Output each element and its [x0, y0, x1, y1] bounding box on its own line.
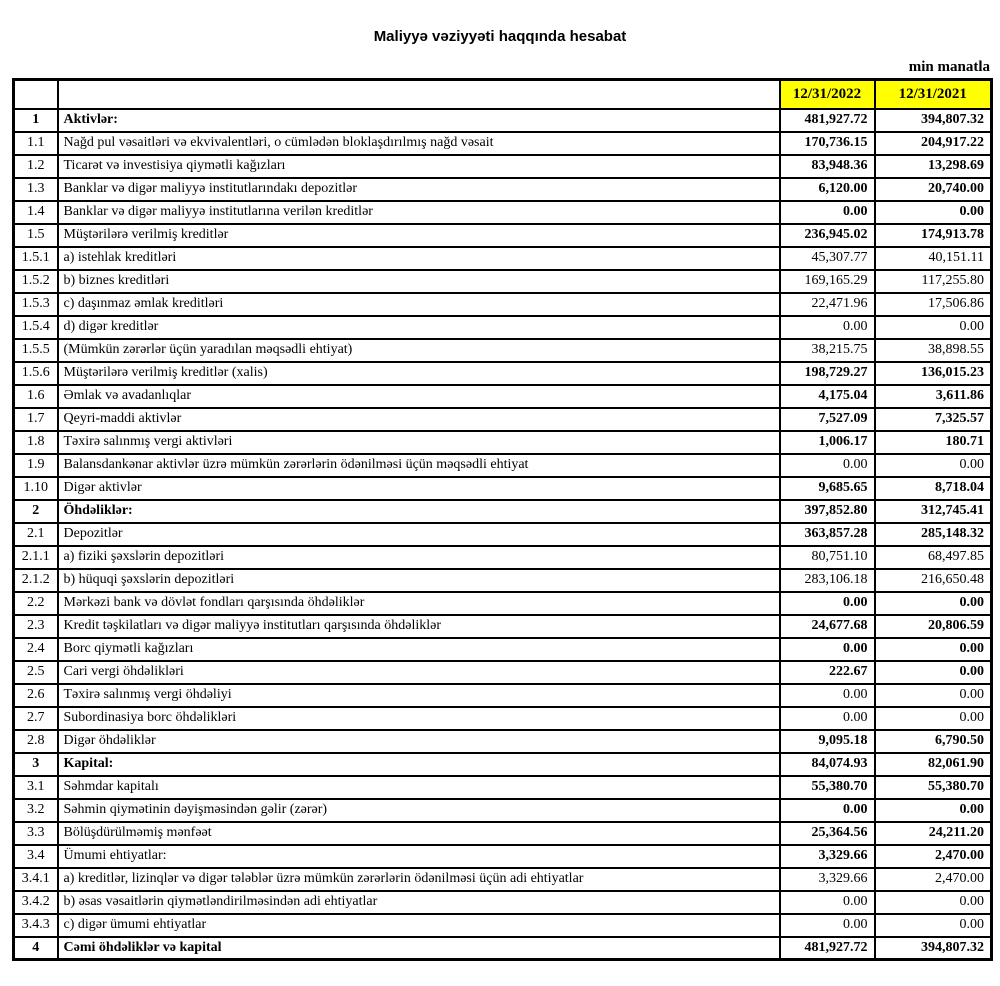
value-2022: 1,006.17 [780, 431, 875, 454]
row-number: 1.6 [14, 385, 58, 408]
table-row [14, 868, 992, 891]
row-number: 2.7 [14, 707, 58, 730]
row-label: Balansdankənar aktivlər üzrə mümkün zərərlərin ödənilməsi üçün məqsədli ehtiyat [58, 454, 780, 477]
value-2021: 17,506.86 [875, 293, 992, 316]
value-2021: 0.00 [875, 201, 992, 224]
value-2022: 0.00 [780, 684, 875, 707]
row-label: Digər öhdəliklər [58, 730, 780, 753]
value-2021: 2,470.00 [875, 845, 992, 868]
value-2021: 3,611.86 [875, 385, 992, 408]
row-number: 2.5 [14, 661, 58, 684]
table-row [14, 799, 992, 822]
value-2021: 136,015.23 [875, 362, 992, 385]
table-row [14, 615, 992, 638]
row-label: b) əsas vəsaitlərin qiymətləndirilməsindən adi ehtiyatlar [58, 891, 780, 914]
value-2022: 9,095.18 [780, 730, 875, 753]
row-number: 1.1 [14, 132, 58, 155]
value-2021: 20,740.00 [875, 178, 992, 201]
value-2021: 117,255.80 [875, 270, 992, 293]
row-number: 1.5.5 [14, 339, 58, 362]
row-label: Ümumi ehtiyatlar: [58, 845, 780, 868]
row-number: 1.5.6 [14, 362, 58, 385]
table-row [14, 707, 992, 730]
table-row [14, 155, 992, 178]
table-header-row [14, 80, 992, 109]
value-2022: 45,307.77 [780, 247, 875, 270]
table-row [14, 891, 992, 914]
row-label: Subordinasiya borc öhdəlikləri [58, 707, 780, 730]
value-2021: 0.00 [875, 661, 992, 684]
row-label: Borc qiymətli kağızları [58, 638, 780, 661]
value-2021: 24,211.20 [875, 822, 992, 845]
header-number-cell [14, 80, 58, 109]
row-label: Müştərilərə verilmiş kreditlər (xalis) [58, 362, 780, 385]
row-number: 2.8 [14, 730, 58, 753]
value-2021: 180.71 [875, 431, 992, 454]
table-row [14, 178, 992, 201]
row-number: 1.8 [14, 431, 58, 454]
row-number: 1.7 [14, 408, 58, 431]
table-row [14, 638, 992, 661]
value-2022: 222.67 [780, 661, 875, 684]
table-row [14, 845, 992, 868]
table-row [14, 477, 992, 500]
financial-position-table [12, 78, 993, 961]
row-label: Kredit təşkilatları və digər maliyyə institutları qarşısında öhdəliklər [58, 615, 780, 638]
value-2021: 20,806.59 [875, 615, 992, 638]
row-label: a) kreditlər, lizinqlər və digər tələblər üzrə mümkün zərərlərin ödənilməsi üçün adi ehtiyatlar [58, 868, 780, 891]
row-number: 3.4 [14, 845, 58, 868]
value-2021: 0.00 [875, 799, 992, 822]
table-row [14, 431, 992, 454]
table-row [14, 247, 992, 270]
row-label: d) digər kreditlər [58, 316, 780, 339]
value-2022: 0.00 [780, 592, 875, 615]
row-number: 1.5 [14, 224, 58, 247]
value-2021: 174,913.78 [875, 224, 992, 247]
table-row [14, 270, 992, 293]
row-label: Əmlak və avadanlıqlar [58, 385, 780, 408]
value-2021: 7,325.57 [875, 408, 992, 431]
row-number: 2.1.1 [14, 546, 58, 569]
row-number: 2.3 [14, 615, 58, 638]
row-label: (Mümkün zərərlər üçün yaradılan məqsədli ehtiyat) [58, 339, 780, 362]
row-number: 2.2 [14, 592, 58, 615]
row-number: 2.1 [14, 523, 58, 546]
value-2022: 0.00 [780, 454, 875, 477]
table-row [14, 454, 992, 477]
table-row [14, 500, 992, 523]
row-label: Kapital: [58, 753, 780, 776]
value-2022: 80,751.10 [780, 546, 875, 569]
row-label: Mərkəzi bank və dövlət fondları qarşısında öhdəliklər [58, 592, 780, 615]
row-number: 1.5.3 [14, 293, 58, 316]
value-2021: 216,650.48 [875, 569, 992, 592]
table-row [14, 592, 992, 615]
row-label: a) istehlak kreditləri [58, 247, 780, 270]
table-row [14, 914, 992, 937]
row-label: Bölüşdürülməmiş mənfəət [58, 822, 780, 845]
value-2021: 55,380.70 [875, 776, 992, 799]
header-year-2022: 12/31/2022 [780, 80, 875, 109]
row-number: 3.4.2 [14, 891, 58, 914]
row-label: Təxirə salınmış vergi aktivləri [58, 431, 780, 454]
value-2021: 0.00 [875, 316, 992, 339]
table-row [14, 362, 992, 385]
row-label: Öhdəliklər: [58, 500, 780, 523]
table-row [14, 201, 992, 224]
value-2022: 0.00 [780, 914, 875, 937]
row-number: 1 [14, 109, 58, 132]
value-2022: 481,927.72 [780, 109, 875, 132]
row-number: 3.4.1 [14, 868, 58, 891]
value-2022: 4,175.04 [780, 385, 875, 408]
table-row [14, 730, 992, 753]
value-2022: 481,927.72 [780, 937, 875, 960]
value-2021: 0.00 [875, 684, 992, 707]
row-number: 1.5.4 [14, 316, 58, 339]
unit-note: min manatla [908, 59, 990, 75]
table-row [14, 546, 992, 569]
value-2022: 0.00 [780, 316, 875, 339]
row-number: 3.4.3 [14, 914, 58, 937]
row-label: b) hüquqi şəxslərin depozitləri [58, 569, 780, 592]
table-row [14, 109, 992, 132]
table-row [14, 569, 992, 592]
row-number: 4 [14, 937, 58, 960]
value-2022: 198,729.27 [780, 362, 875, 385]
header-label-cell [58, 80, 780, 109]
value-2022: 7,527.09 [780, 408, 875, 431]
value-2022: 25,364.56 [780, 822, 875, 845]
row-number: 1.3 [14, 178, 58, 201]
value-2022: 0.00 [780, 638, 875, 661]
value-2021: 82,061.90 [875, 753, 992, 776]
row-label: a) fiziki şəxslərin depozitləri [58, 546, 780, 569]
value-2021: 13,298.69 [875, 155, 992, 178]
row-number: 1.2 [14, 155, 58, 178]
value-2022: 6,120.00 [780, 178, 875, 201]
value-2021: 0.00 [875, 592, 992, 615]
value-2021: 0.00 [875, 638, 992, 661]
row-label: Banklar və digər maliyyə institutlarına verilən kreditlər [58, 201, 780, 224]
value-2022: 24,677.68 [780, 615, 875, 638]
value-2022: 363,857.28 [780, 523, 875, 546]
table-row [14, 776, 992, 799]
value-2022: 3,329.66 [780, 868, 875, 891]
value-2021: 6,790.50 [875, 730, 992, 753]
row-label: Ticarət və investisiya qiymətli kağızları [58, 155, 780, 178]
value-2021: 40,151.11 [875, 247, 992, 270]
value-2021: 285,148.32 [875, 523, 992, 546]
row-number: 2.4 [14, 638, 58, 661]
value-2022: 84,074.93 [780, 753, 875, 776]
row-label: Səhmdar kapitalı [58, 776, 780, 799]
value-2022: 169,165.29 [780, 270, 875, 293]
page-title: Maliyyə vəziyyəti haqqında hesabat [373, 28, 627, 45]
value-2022: 55,380.70 [780, 776, 875, 799]
row-label: c) daşınmaz əmlak kreditləri [58, 293, 780, 316]
header-year-2021: 12/31/2021 [875, 80, 992, 109]
row-label: Depozitlər [58, 523, 780, 546]
table-row [14, 408, 992, 431]
value-2021: 0.00 [875, 707, 992, 730]
row-label: Müştərilərə verilmiş kreditlər [58, 224, 780, 247]
value-2021: 68,497.85 [875, 546, 992, 569]
table-row [14, 661, 992, 684]
row-label: Cari vergi öhdəlikləri [58, 661, 780, 684]
table-row [14, 822, 992, 845]
row-number: 1.10 [14, 477, 58, 500]
value-2021: 204,917.22 [875, 132, 992, 155]
value-2021: 0.00 [875, 914, 992, 937]
row-number: 3.2 [14, 799, 58, 822]
value-2021: 394,807.32 [875, 937, 992, 960]
value-2022: 0.00 [780, 201, 875, 224]
value-2021: 38,898.55 [875, 339, 992, 362]
row-number: 3 [14, 753, 58, 776]
value-2021: 0.00 [875, 454, 992, 477]
row-label: Təxirə salınmış vergi öhdəliyi [58, 684, 780, 707]
row-label: Nağd pul vəsaitləri və ekvivalentləri, o cümlədən bloklaşdırılmış nağd vəsait [58, 132, 780, 155]
value-2022: 9,685.65 [780, 477, 875, 500]
value-2021: 0.00 [875, 891, 992, 914]
row-label: c) digər ümumi ehtiyatlar [58, 914, 780, 937]
table-body [14, 80, 992, 960]
table-row [14, 316, 992, 339]
table-row [14, 684, 992, 707]
table-row [14, 523, 992, 546]
row-number: 1.4 [14, 201, 58, 224]
row-label: Səhmin qiymətinin dəyişməsindən gəlir (zərər) [58, 799, 780, 822]
table-row [14, 937, 992, 960]
value-2022: 22,471.96 [780, 293, 875, 316]
row-number: 2.1.2 [14, 569, 58, 592]
row-number: 1.5.2 [14, 270, 58, 293]
value-2022: 3,329.66 [780, 845, 875, 868]
value-2022: 0.00 [780, 891, 875, 914]
row-number: 2.6 [14, 684, 58, 707]
value-2021: 312,745.41 [875, 500, 992, 523]
table-row [14, 385, 992, 408]
row-label: Banklar və digər maliyyə institutlarındakı depozitlər [58, 178, 780, 201]
row-label: Digər aktivlər [58, 477, 780, 500]
table-row [14, 224, 992, 247]
row-number: 1.9 [14, 454, 58, 477]
value-2021: 394,807.32 [875, 109, 992, 132]
row-number: 3.3 [14, 822, 58, 845]
row-label: Qeyri-maddi aktivlər [58, 408, 780, 431]
table-row [14, 339, 992, 362]
value-2022: 236,945.02 [780, 224, 875, 247]
row-number: 1.5.1 [14, 247, 58, 270]
table-row [14, 293, 992, 316]
value-2022: 283,106.18 [780, 569, 875, 592]
value-2022: 0.00 [780, 799, 875, 822]
row-label: Cəmi öhdəliklər və kapital [58, 937, 780, 960]
value-2022: 0.00 [780, 707, 875, 730]
row-number: 3.1 [14, 776, 58, 799]
value-2022: 38,215.75 [780, 339, 875, 362]
value-2021: 2,470.00 [875, 868, 992, 891]
value-2022: 83,948.36 [780, 155, 875, 178]
table-row [14, 753, 992, 776]
row-number: 2 [14, 500, 58, 523]
row-label: Aktivlər: [58, 109, 780, 132]
table-row [14, 132, 992, 155]
value-2022: 397,852.80 [780, 500, 875, 523]
row-label: b) biznes kreditləri [58, 270, 780, 293]
value-2021: 8,718.04 [875, 477, 992, 500]
value-2022: 170,736.15 [780, 132, 875, 155]
